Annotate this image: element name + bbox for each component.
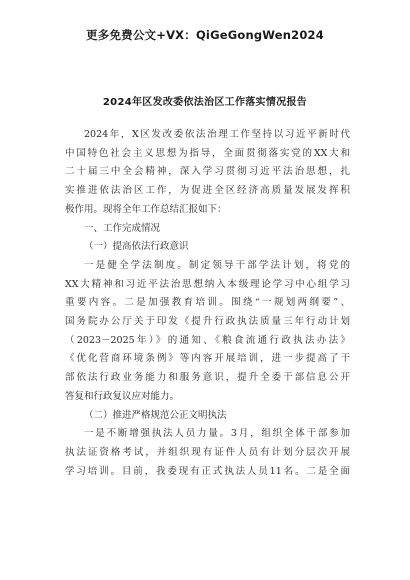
body-line: 一是不断增强执法人员力量。3月，组织全体干部参加	[84, 428, 350, 440]
body-line: 一是健全学法制度。制定领导干部学法计划，将党的	[84, 259, 350, 271]
subsection-heading: （二）推进严格规范公正文明执法	[84, 409, 227, 421]
document-title: 2024年区发改委依法治区工作落实情况报告	[102, 97, 308, 108]
section-heading: 一、工作完成情况	[84, 222, 161, 234]
body-line: 执法证资格考试，并组织现有证件人员有计划分层次开展	[65, 446, 350, 458]
document-body	[65, 126, 350, 481]
body-line: 答复和行政复议应对能力。	[65, 390, 180, 402]
body-line: 重要内容。二是加强教育培训。围绕“一规划两纲要”、	[65, 297, 350, 309]
body-line: 2024年，X区发改委依法治理工作坚持以习近平新时代	[84, 129, 350, 140]
promo-banner: 更多免费公文+VX：QiGeGongWen2024	[86, 28, 324, 42]
body-line: 国务院办公厅关于印发《提升行政执法质量三年行动计划	[65, 316, 350, 328]
body-line: 中国特色社会主义思想为指导，全面贯彻落实党的XX大和	[65, 147, 350, 159]
body-line: 学习培训。目前，我委现有正式执法人员11名。二是全面	[65, 465, 350, 477]
body-line: 《优化营商环境条例》等内容开展培训，进一步提高了干	[65, 353, 350, 365]
body-line: XX大精神和习近平法治思想纳入本级理论学习中心组学习	[65, 278, 350, 290]
body-line: （2023－2025年）》的通知、《粮食流通行政执法办法》	[65, 334, 350, 346]
body-line: 极作用。现将全年工作总结汇报如下：	[65, 203, 227, 215]
subsection-heading: （一）提高依法行政意识	[84, 241, 189, 253]
body-line: 实推进依法治区工作，为促进全区经济高质量发展发挥积	[65, 185, 350, 197]
body-line: 部依法行政业务能力和服务意识，提升全委干部信息公开	[65, 372, 350, 384]
body-line: 二十届三中全会精神，深入学习贯彻习近平法治思想，扎	[65, 166, 350, 178]
